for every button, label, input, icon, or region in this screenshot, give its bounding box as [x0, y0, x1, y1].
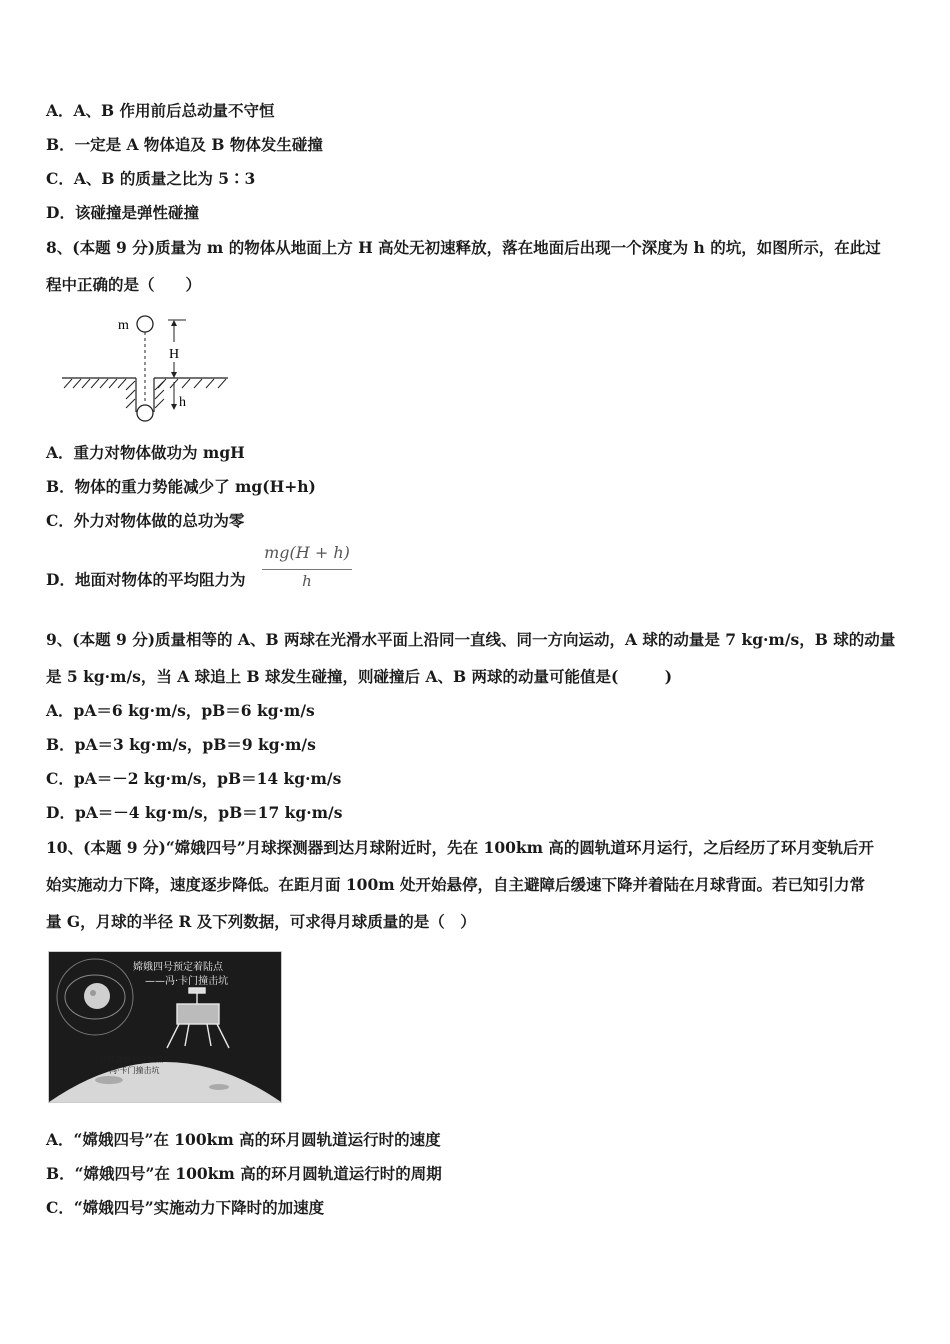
resistance-fraction	[262, 543, 352, 590]
q8-option-c: C．外力对物体做的总功为零	[46, 511, 245, 530]
caption-line1: 嫦娥四号预定着陆点	[133, 962, 223, 973]
caption-line3: 月球背面着陆地点	[99, 1055, 163, 1064]
q8-stem-line1: 8、(本题 9 分)质量为 m 的物体从地面上方 H 高处无初速释放，落在地面后出现一个深度为 h 的坑，如图所示，在此过	[46, 238, 881, 257]
mass-label: m	[118, 318, 129, 333]
q10-option-a: A．“嫦娥四号”在 100km 高的环月圆轨道运行时的速度	[46, 1130, 441, 1149]
q10-stem-line1: 10、(本题 9 分)“嫦娥四号”月球探测器到达月球附近时，先在 100km 高的圆轨道环月运行，之后经历了环月变轨后开	[46, 838, 874, 857]
q7-option-c: C．A、B 的质量之比为 5∶3	[46, 169, 256, 188]
caption-line2: ——冯·卡门撞击坑	[145, 976, 229, 987]
q10-option-c: C．“嫦娥四号”实施动力下降时的加速度	[46, 1198, 325, 1217]
H-label: H	[169, 347, 180, 362]
falling-ball-diagram	[58, 312, 233, 424]
q9-stem-line2: 是 5 kg·m/s，当 A 球追上 B 球发生碰撞，则碰撞后 A、B 两球的动量可能值是( )	[46, 667, 673, 686]
q8-option-b: B．物体的重力势能减少了 mg(H+h)	[46, 477, 316, 496]
q9-option-a: A．pA＝6 kg·m/s，pB＝6 kg·m/s	[46, 701, 315, 720]
fraction-bar	[262, 569, 352, 570]
q10-stem-line3: 量 G，月球的半径 R 及下列数据，可求得月球质量的是（ ）	[46, 912, 476, 931]
q7-option-d: D．该碰撞是弹性碰撞	[46, 203, 199, 222]
q10-option-b: B．“嫦娥四号”在 100km 高的环月圆轨道运行时的周期	[46, 1164, 442, 1183]
q7-option-b: B．一定是 A 物体追及 B 物体发生碰撞	[46, 135, 323, 154]
q8-stem-line2: 程中正确的是（ ）	[46, 275, 202, 294]
fraction-numerator: mg(H + h)	[264, 543, 350, 562]
caption-line4: 冯·卡门撞击坑	[109, 1066, 160, 1075]
q9-option-c: C．pA＝－2 kg·m/s，pB＝14 kg·m/s	[46, 769, 342, 788]
q9-option-b: B．pA＝3 kg·m/s，pB＝9 kg·m/s	[46, 735, 316, 754]
change4-landing-photo	[48, 951, 282, 1103]
q7-option-a: A．A、B 作用前后总动量不守恒	[46, 101, 275, 120]
q8-option-d: D．地面对物体的平均阻力为	[46, 570, 246, 589]
h-label: h	[179, 395, 186, 410]
q8-option-a: A．重力对物体做功为 mgH	[46, 443, 245, 462]
q9-option-d: D．pA＝－4 kg·m/s，pB＝17 kg·m/s	[46, 803, 343, 822]
q9-stem-line1: 9、(本题 9 分)质量相等的 A、B 两球在光滑水平面上沿同一直线、同一方向运动，A 球的动量是 7 kg·m/s，B 球的动量	[46, 630, 896, 649]
fraction-denominator: h	[302, 572, 312, 590]
q10-stem-line2: 始实施动力下降，速度逐步降低。在距月面 100m 处开始悬停，自主避障后缓速下降并着陆在月球背面。若已知引力常	[46, 875, 866, 894]
